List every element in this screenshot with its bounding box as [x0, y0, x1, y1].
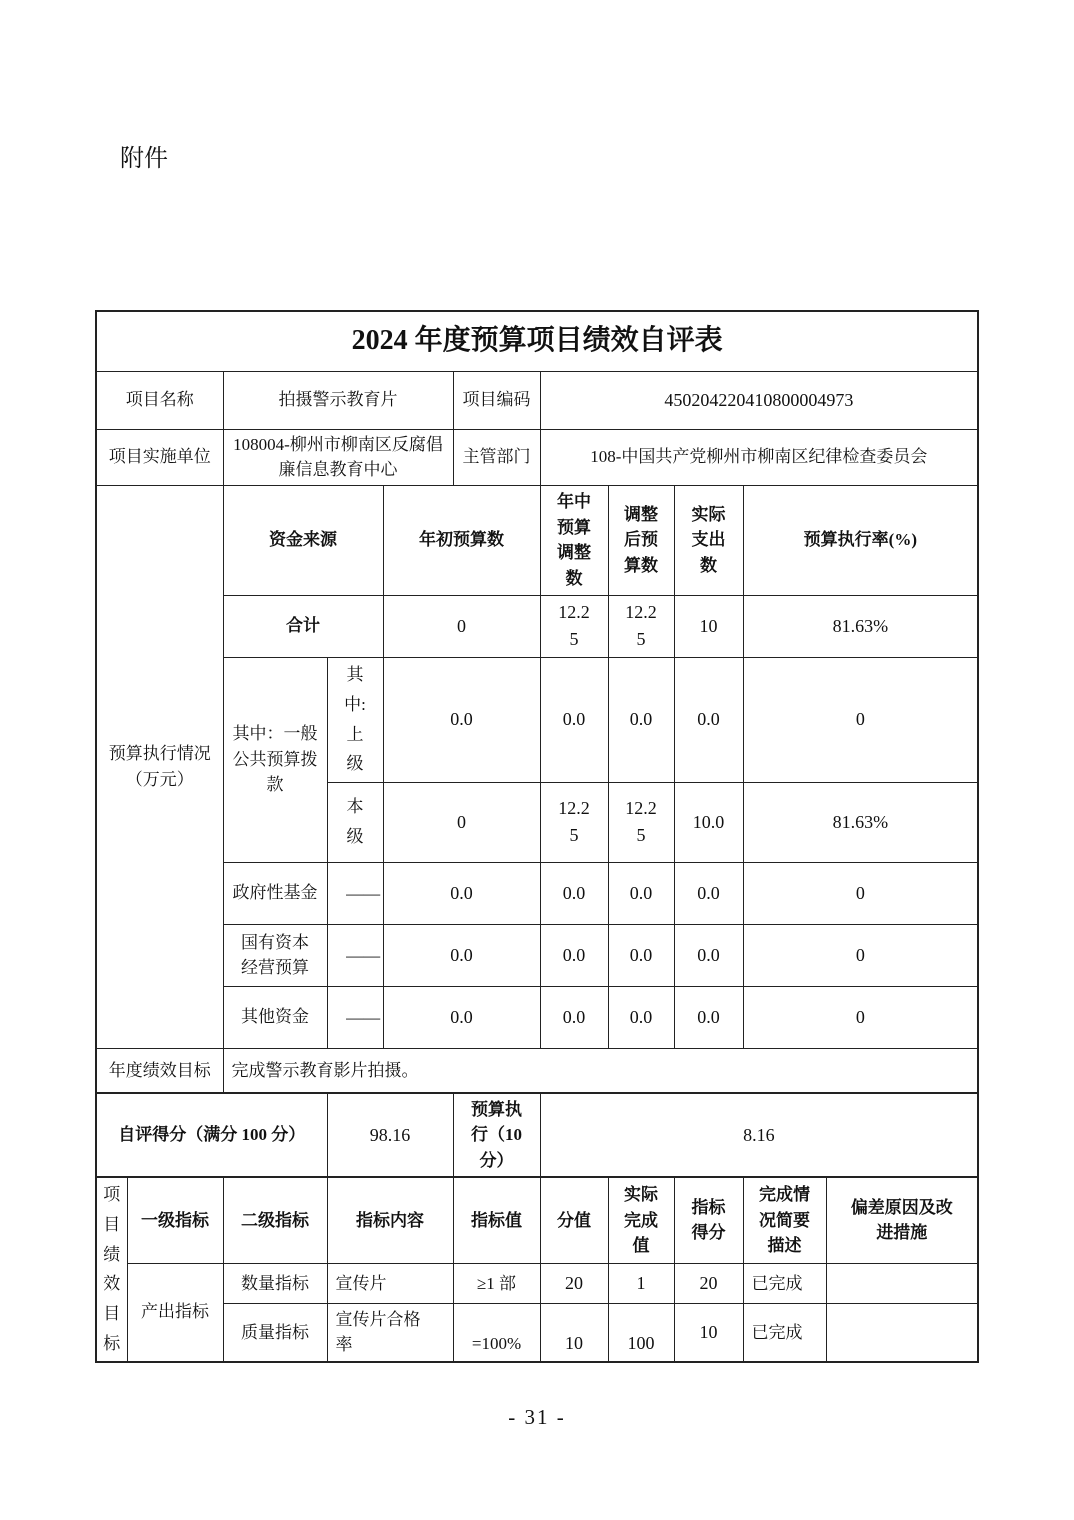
- dept-label: 主管部门: [453, 429, 540, 485]
- col-actual-value: 实际完成值: [608, 1177, 674, 1263]
- gov-fund-actual: 0.0: [674, 862, 743, 924]
- project-name-row: [96, 371, 978, 429]
- quality-score: 10: [540, 1304, 608, 1362]
- other-funds-actual: 0.0: [674, 986, 743, 1048]
- gov-fund-adjusted: 0.0: [608, 862, 674, 924]
- indicator-section-label: 项目绩效目标: [96, 1177, 127, 1362]
- other-funds-adjusted: 0.0: [608, 986, 674, 1048]
- state-capital-mid-adjust: 0.0: [540, 924, 608, 986]
- budget-section-label: 预算执行情况（万元）: [96, 485, 223, 1048]
- other-funds-initial: 0.0: [383, 986, 540, 1048]
- self-score-label: 自评得分（满分 100 分）: [96, 1093, 327, 1177]
- annual-goal-value: 完成警示教育影片拍摄。: [223, 1048, 978, 1093]
- quality-gained: 10: [674, 1304, 743, 1362]
- col-actual-spend: 实际支出数: [674, 485, 743, 595]
- general-local-actual: 10.0: [674, 782, 743, 862]
- self-evaluation-table: [95, 310, 979, 1363]
- general-upper-mid-adjust: 0.0: [540, 657, 608, 782]
- quantity-indicator-row: [96, 1263, 978, 1304]
- implement-unit-label: 项目实施单位: [96, 429, 223, 485]
- general-upper-initial: 0.0: [383, 657, 540, 782]
- col-exec-rate: 预算执行率(%): [743, 485, 978, 595]
- gov-fund-dash: ——: [327, 862, 383, 924]
- budget-other-row: [96, 986, 978, 1048]
- general-budget-label: 其中：一般公共预算拨款: [223, 657, 327, 862]
- general-upper-label: 其中:上级: [327, 657, 383, 782]
- general-upper-adjusted: 0.0: [608, 657, 674, 782]
- quantity-actual: 1: [608, 1263, 674, 1304]
- col-level2: 二级指标: [223, 1177, 327, 1263]
- general-local-label: 本级: [327, 782, 383, 862]
- total-actual: 10: [674, 595, 743, 657]
- other-funds-mid-adjust: 0.0: [540, 986, 608, 1048]
- self-score-value: 98.16: [327, 1093, 453, 1177]
- other-funds-rate: 0: [743, 986, 978, 1048]
- gov-fund-rate: 0: [743, 862, 978, 924]
- budget-gov-fund-row: [96, 862, 978, 924]
- col-deviation: 偏差原因及改进措施: [826, 1177, 978, 1263]
- general-local-mid-adjust: 12.25: [540, 782, 608, 862]
- quantity-score: 20: [540, 1263, 608, 1304]
- quality-status: 已完成: [743, 1304, 826, 1362]
- quantity-target: ≥1 部: [453, 1263, 540, 1304]
- quality-target: =100%: [453, 1304, 540, 1362]
- quantity-gained: 20: [674, 1263, 743, 1304]
- project-name-label: 项目名称: [96, 371, 223, 429]
- quantity-content: 宣传片: [327, 1263, 453, 1304]
- other-funds-dash: ——: [327, 986, 383, 1048]
- quality-content: 宣传片合格率: [327, 1304, 453, 1362]
- quantity-status: 已完成: [743, 1263, 826, 1304]
- quality-indicator-row: [96, 1304, 978, 1362]
- col-source: 资金来源: [223, 485, 383, 595]
- annual-goal-label: 年度绩效目标: [96, 1048, 223, 1093]
- general-upper-rate: 0: [743, 657, 978, 782]
- state-capital-label: 国有资本经营预算: [223, 924, 327, 986]
- quality-deviation: [826, 1304, 978, 1362]
- general-upper-actual: 0.0: [674, 657, 743, 782]
- state-capital-adjusted: 0.0: [608, 924, 674, 986]
- general-local-rate: 81.63%: [743, 782, 978, 862]
- state-capital-dash: ——: [327, 924, 383, 986]
- col-gained: 指标得分: [674, 1177, 743, 1263]
- budget-exec-label: 预算执行（10 分）: [453, 1093, 540, 1177]
- total-initial: 0: [383, 595, 540, 657]
- self-score-row: [96, 1093, 978, 1177]
- col-score: 分值: [540, 1177, 608, 1263]
- implement-unit-row: [96, 429, 978, 485]
- col-level1: 一级指标: [127, 1177, 223, 1263]
- budget-total-row: [96, 595, 978, 657]
- project-name-value: 拍摄警示教育片: [223, 371, 453, 429]
- indicator-header-row: [96, 1177, 978, 1263]
- col-initial-budget: 年初预算数: [383, 485, 540, 595]
- title-row: [96, 311, 978, 371]
- attachment-label: 附件: [120, 146, 168, 172]
- col-adjusted: 调整后预算数: [608, 485, 674, 595]
- state-capital-rate: 0: [743, 924, 978, 986]
- budget-state-capital-row: [96, 924, 978, 986]
- gov-fund-mid-adjust: 0.0: [540, 862, 608, 924]
- table-title: 2024 年度预算项目绩效自评表: [96, 311, 978, 371]
- budget-exec-score: 8.16: [540, 1093, 978, 1177]
- quantity-deviation: [826, 1263, 978, 1304]
- general-local-initial: 0: [383, 782, 540, 862]
- page-number: - 31 -: [508, 1405, 566, 1429]
- total-rate: 81.63%: [743, 595, 978, 657]
- gov-fund-label: 政府性基金: [223, 862, 327, 924]
- implement-unit-value: 108004-柳州市柳南区反腐倡廉信息教育中心: [223, 429, 453, 485]
- budget-header-row: [96, 485, 978, 595]
- col-status: 完成情况简要描述: [743, 1177, 826, 1263]
- annual-goal-row: [96, 1048, 978, 1093]
- total-adjusted: 12.25: [608, 595, 674, 657]
- col-mid-adjust: 年中预算调整数: [540, 485, 608, 595]
- gov-fund-initial: 0.0: [383, 862, 540, 924]
- quantity-level2: 数量指标: [223, 1263, 327, 1304]
- project-code-label: 项目编码: [453, 371, 540, 429]
- col-target: 指标值: [453, 1177, 540, 1263]
- total-mid-adjust: 12.25: [540, 595, 608, 657]
- output-indicator-label: 产出指标: [127, 1263, 223, 1362]
- quality-level2: 质量指标: [223, 1304, 327, 1362]
- budget-general-upper-row: [96, 657, 978, 782]
- general-local-adjusted: 12.25: [608, 782, 674, 862]
- state-capital-initial: 0.0: [383, 924, 540, 986]
- quality-actual: 100: [608, 1304, 674, 1362]
- project-code-value: 450204220410800004973: [540, 371, 978, 429]
- col-content: 指标内容: [327, 1177, 453, 1263]
- state-capital-actual: 0.0: [674, 924, 743, 986]
- other-funds-label: 其他资金: [223, 986, 327, 1048]
- dept-value: 108-中国共产党柳州市柳南区纪律检查委员会: [540, 429, 978, 485]
- total-label: 合计: [223, 595, 383, 657]
